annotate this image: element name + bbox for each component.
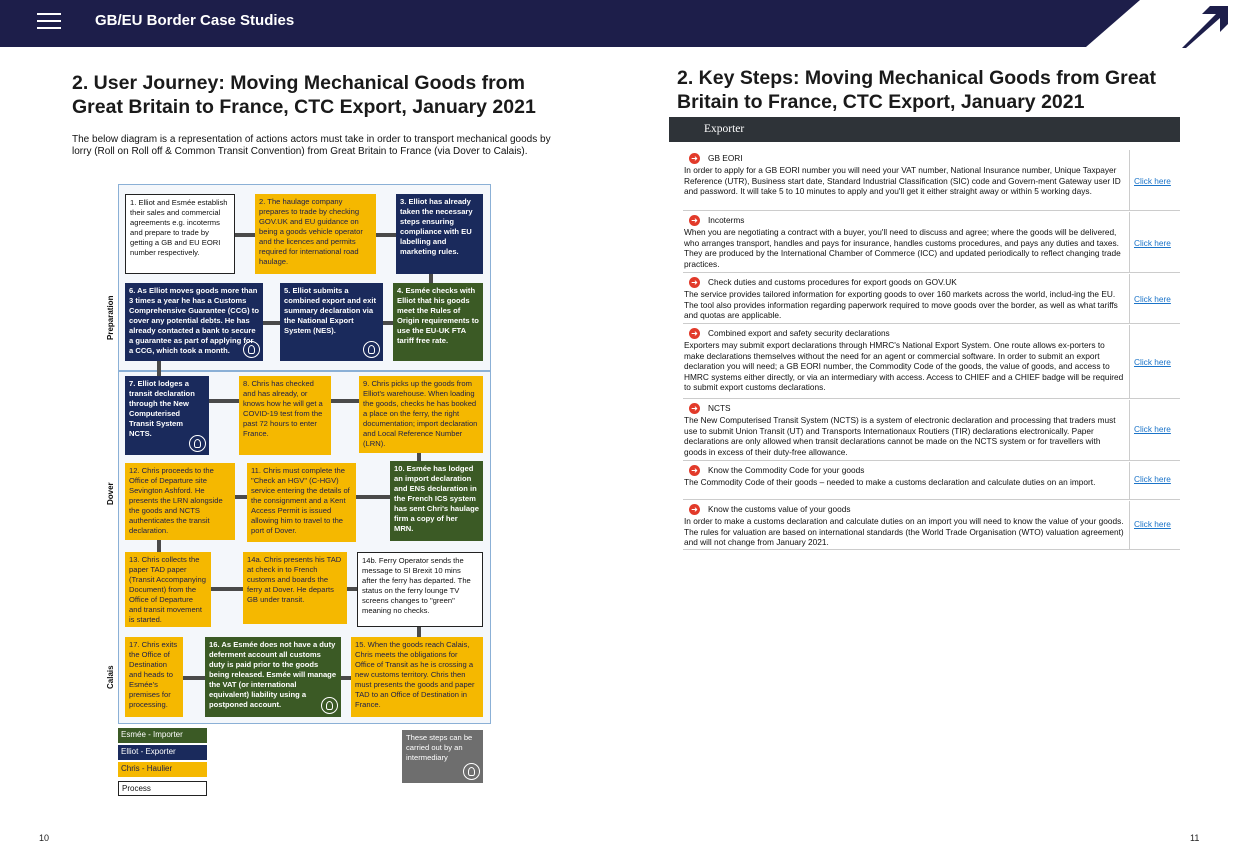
step-11-box: 11. Chris must complete the "Check an HGV" (C-HGV) service entering the details of the consignment and a Kent Access Permit is issued allowing him to travel to the port of Dover. (247, 463, 356, 542)
click-here-link[interactable]: Click here (1134, 176, 1171, 186)
phase-label-preparation: Preparation (106, 295, 115, 340)
click-here-link[interactable]: Click here (1134, 519, 1171, 529)
user-journey-diagram (106, 184, 491, 724)
step-16-box: 16. As Esmée does not have a duty deferment account all customs duty is paid prior to the goods being released. Esmée will manage the VAT (or international equivalent) liability using a postponed account. (205, 637, 341, 717)
key-step-row: ➜ Know the customs value of your goods In order to make a customs declaration and calculate duties on an import you will need to know the value of your goods. The rules for valuation are based on international standards (the World Trade Organisation (WTO) valuation agreement) and will not change from January 2021. Click here (683, 501, 1180, 550)
phase-divider (119, 370, 490, 372)
intermediary-pin-icon (189, 435, 206, 452)
step-6-box: 6. As Elliot moves goods more than 3 times a year he has a Customs Comprehensive Guarantee (CCG) to cover any potential debts. He has already contacted a bank to secure a guarantee as part of applying for a CCG, which took a month. (125, 283, 263, 361)
step-5-box: 5. Elliot submits a combined export and exit summary declaration via the National Export System (NES). (280, 283, 383, 361)
step-17-box: 17. Chris exits the Office of Destination and heads to Esmée's premises for processing. (125, 637, 183, 717)
step-14b-box: 14b. Ferry Operator sends the message to SI Brexit 10 mins after the ferry has departed. The status on the ferry lounge TV screens changes to "green" meaning no checks. (357, 552, 483, 627)
step-8-box: 8. Chris has checked and has already, or knows how he will get a COVID-19 test from the past 72 hours to enter France. (239, 376, 331, 455)
legend-process: Process (118, 781, 207, 796)
header-title: GB/EU Border Case Studies (95, 12, 295, 29)
step-14a-box: 14a. Chris presents his TAD at check in to French customs and boards the ferry at Dover. He departs GB under transit. (243, 552, 347, 624)
intermediary-pin-icon (463, 763, 480, 780)
step-12-box: 12. Chris proceeds to the Office of Departure site Sevington Ashford. He presents the LRN alongside the goods and NCTS authenticates the transit declaration. (125, 463, 235, 540)
intermediary-pin-icon (363, 341, 380, 358)
arrow-logo-icon (1180, 4, 1230, 48)
arrow-right-icon: ➜ (689, 153, 700, 164)
phase-label-calais: Calais (106, 665, 115, 689)
right-page-title: 2. Key Steps: Moving Mechanical Goods from Great Britain to France, CTC Export, January 2021 (677, 67, 1156, 113)
key-step-row: ➜ NCTS The New Computerised Transit System (NCTS) is a system of electronic declaration and processing that traders must use to submit Union Transit (UT) and Transports Internationaux Routiers (TIR) declarations electronically. Paper declarations are only allowed when transit declarations cannot be made on the NCTS system or for travellers with goods in excess of their duty-free allowance. Click here (683, 400, 1180, 461)
left-page-title: 2. User Journey: Moving Mechanical Goods from Great Britain to France, CTC Export, January 2021 (72, 72, 536, 118)
key-step-row: ➜ Incoterms When you are negotiating a contract with a buyer, you'll need to discuss and agree; where the goods will be delivered, who arranges transport, handles and pays for insurance, handles customs procedures, and pays any duties and taxes. They are produced by the International Chamber of Commerce (ICC) and updated periodically to reflect changing trade practices. Click here (683, 212, 1180, 273)
arrow-right-icon: ➜ (689, 403, 700, 414)
arrow-right-icon: ➜ (689, 277, 700, 288)
arrow-right-icon: ➜ (689, 328, 700, 339)
click-here-link[interactable]: Click here (1134, 424, 1171, 434)
click-here-link[interactable]: Click here (1134, 294, 1171, 304)
intro-text: The below diagram is a representation of actions actors must take in order to transport mechanical goods by lorry (Roll on Roll off & Common Transit Convention) from Great Britain to France (via Dover to Calais). (72, 134, 551, 157)
key-step-row: ➜ Know the Commodity Code for your goods The Commodity Code of their goods – needed to make a customs declaration and calculate duties on an import. Click here (683, 462, 1180, 500)
page-number-right: 11 (1190, 833, 1200, 843)
step-13-box: 13. Chris collects the paper TAD paper (Transit Accompanying Document) from the Office of Departure and transit movement is started. (125, 552, 211, 627)
top-bar (0, 0, 1237, 47)
click-here-link[interactable]: Click here (1134, 357, 1171, 367)
intermediary-note: These steps can be carried out by an intermediary (402, 730, 483, 783)
step-4-box: 4. Esmée checks with Elliot that his goods meet the Rules of Origin requirements to use the EU-UK FTA tariff free rate. (393, 283, 483, 361)
step-10-box: 10. Esmée has lodged an import declaration and ENS declaration in the French ICS system has sent Chri's haulage firm a copy of her MRN. (390, 461, 483, 541)
menu-icon[interactable] (37, 13, 61, 33)
phase-label-dover: Dover (106, 482, 115, 505)
intermediary-pin-icon (243, 341, 260, 358)
step-3-box: 3. Elliot has already taken the necessary steps ensuring compliance with EU labelling and marketing rules. (396, 194, 483, 274)
key-step-row: ➜ GB EORI In order to apply for a GB EORI number you will need your VAT number, National Insurance number, Unique Taxpayer Reference (UTR), Business start date, Standard Industrial Classification (SIC) code and Govern-ment Gateway user ID and password. It will take 5 to 10 minutes to apply and you'll get it either straight away or within 5 working days. Click here (683, 150, 1180, 211)
arrow-right-icon: ➜ (689, 215, 700, 226)
step-2-box: 2. The haulage company prepares to trade by checking GOV.UK and EU guidance on being a goods vehicle operator and the licences and permits required for international road haulage. (255, 194, 376, 274)
table-header-exporter: Exporter (669, 117, 1180, 142)
legend-importer: Esmée - Importer (118, 728, 207, 743)
step-1-box: 1. Elliot and Esmée establish their sales and commercial agreements e.g. incoterms and prepare to trade by getting a GB and EU EORI number respectively. (125, 194, 235, 274)
click-here-link[interactable]: Click here (1134, 238, 1171, 248)
legend-exporter: Elliot - Exporter (118, 745, 207, 760)
intermediary-pin-icon (321, 697, 338, 714)
step-9-box: 9. Chris picks up the goods from Elliot's warehouse. When loading the goods, checks he has booked a place on the ferry, the right documentation; import declaration and Local Reference Number (LRN). (359, 376, 483, 453)
step-7-box: 7. Elliot lodges a transit declaration through the New Computerised Transit System NCTS. (125, 376, 209, 455)
page-number-left: 10 (39, 833, 50, 843)
step-15-box: 15. When the goods reach Calais, Chris meets the obligations for Office of Transit as he is crossing a new customs territory. Chris then must presents the goods and paper TAD to an Office of Destination in France. (351, 637, 483, 717)
legend-haulier: Chris - Haulier (118, 762, 207, 777)
arrow-right-icon: ➜ (689, 504, 700, 515)
click-here-link[interactable]: Click here (1134, 474, 1171, 484)
key-step-row: ➜ Combined export and safety security declarations Exporters may submit export declarations through HMRC's National Export System. One route allows ex-porters to make declarations themselves without the need for an agent or commercial software. In order to submit an export declaration you will need; a GB EORI number, the Commodity Code of the goods, the value of goods, and access to HMRC systems either directly, or via an intermediary with access. Access to CHIEF and a CHIEF badge will be required to submit export customs declarations. Click here (683, 325, 1180, 399)
key-step-row: ➜ Check duties and customs procedures for export goods on GOV.UK The service provides tailored information for exporting goods to over 160 markets across the world, includ-ing the EU. The tool also provides information regarding paperwork required to move goods over the border, as well as what tariffs and quotas are applicable. Click here (683, 274, 1180, 324)
arrow-right-icon: ➜ (689, 465, 700, 476)
